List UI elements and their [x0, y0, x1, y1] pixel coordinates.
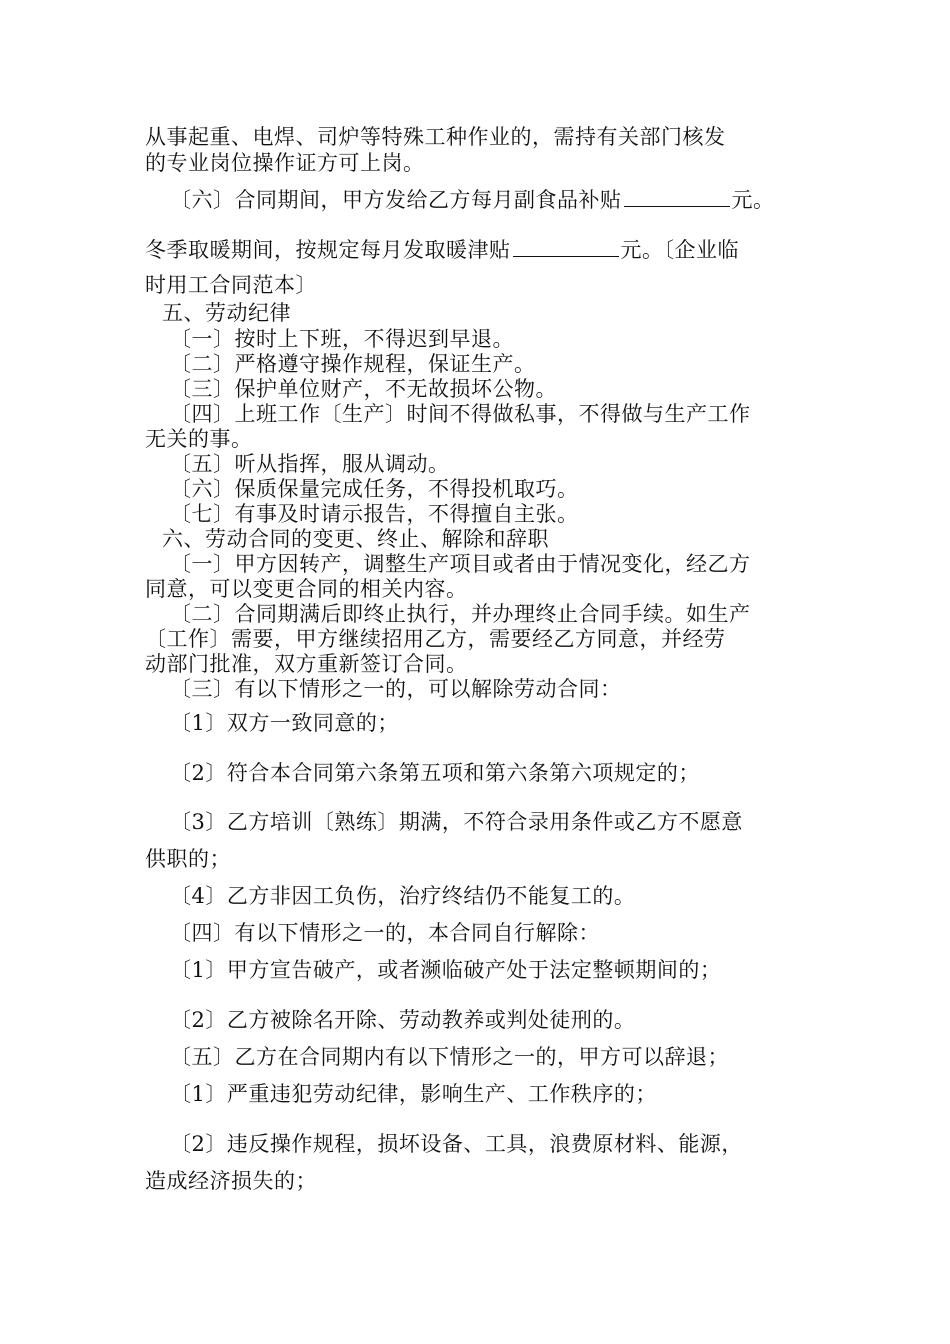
- text-line-content: 〔工作〕需要，甲方继续招用乙方，需要经乙方同意，并经劳: [145, 627, 726, 651]
- text-line: [170, 601, 751, 627]
- text-line: [170, 351, 536, 377]
- list-item-text: 〔4〕乙方非因工负伤，治疗终结仍不能复工的。: [170, 884, 636, 908]
- text-line: [145, 124, 726, 150]
- text-line-content: 动部门批准，双方重新签订合同。: [145, 652, 468, 676]
- text-line-content: 〔二〕合同期满后即终止执行，并办理终止合同手续。如生产: [170, 602, 751, 626]
- section-heading: [162, 300, 291, 326]
- fill-in-blank[interactable]: [513, 236, 619, 257]
- text-line-content: 〔二〕严格遵守操作规程，保证生产。: [170, 352, 536, 376]
- text-line-content: 〔四〕上班工作〔生产〕时间不得做私事，不得做与生产工作: [170, 402, 751, 426]
- text-line: [145, 651, 468, 677]
- text-line-content: 〔三〕保护单位财产，不无故损坏公物。: [170, 377, 557, 401]
- text-line: [170, 476, 579, 502]
- text-line-content: 的专业岗位操作证方可上岗。: [145, 151, 425, 175]
- text-line-content: 〔六〕合同期间，甲方发给乙方每月副食品补贴: [170, 188, 622, 212]
- text-line: [170, 676, 622, 702]
- text-line-content: 〔四〕有以下情形之一的，本合同自行解除：: [170, 921, 600, 945]
- list-item-text: 〔1〕甲方宣告破产，或者濒临破产处于法定整顿期间的；: [170, 958, 722, 982]
- list-item: [170, 760, 700, 786]
- text-line-content: 时用工合同范本〕: [145, 273, 317, 297]
- fill-in-blank[interactable]: [624, 186, 730, 207]
- list-item: [170, 1007, 635, 1033]
- text-line: [170, 501, 579, 527]
- text-line-content: 元。〔企业临: [620, 238, 739, 262]
- list-item-text: 〔3〕乙方培训〔熟练〕期满，不符合录用条件或乙方不愿意: [170, 810, 743, 834]
- list-item: [170, 1131, 743, 1157]
- text-line-content: 无关的事。: [145, 427, 253, 451]
- text-line-content: 〔六〕保质保量完成任务，不得投机取巧。: [170, 477, 579, 501]
- list-item-text: 〔1〕严重违犯劳动纪律，影响生产、工作秩序的；: [170, 1082, 657, 1106]
- list-item: [170, 809, 743, 835]
- list-item-text: 〔2〕乙方被除名开除、劳动教养或判处徒刑的。: [170, 1008, 636, 1032]
- text-line: [170, 451, 450, 477]
- text-line: [145, 1168, 317, 1194]
- list-item: [170, 883, 635, 909]
- text-line: [145, 576, 468, 602]
- list-item: [170, 1081, 657, 1107]
- list-item-text: 〔2〕违反操作规程，损坏设备、工具，浪费原材料、能源，: [170, 1132, 743, 1156]
- text-line: [145, 272, 317, 298]
- text-line-content: 〔一〕甲方因转产，调整生产项目或者由于情况变化，经乙方: [170, 552, 751, 576]
- text-line-content: 冬季取暖期间，按规定每月发取暖津贴: [145, 238, 511, 262]
- text-line-content: 〔一〕按时上下班，不得迟到早退。: [170, 327, 514, 351]
- text-line: [170, 920, 600, 946]
- list-item: [170, 957, 721, 983]
- section-heading-text: 六、劳动合同的变更、终止、解除和辞职: [162, 527, 549, 551]
- text-line: [170, 326, 514, 352]
- text-line-content: 造成经济损失的；: [145, 1169, 317, 1193]
- list-item-text: 〔2〕符合本合同第六条第五项和第六条第六项规定的；: [170, 761, 700, 785]
- text-line: [170, 1044, 729, 1070]
- text-line-content: 〔五〕乙方在合同期内有以下情形之一的，甲方可以辞退；: [170, 1045, 729, 1069]
- text-line: [170, 401, 751, 427]
- text-line-content: 同意，可以变更合同的相关内容。: [145, 577, 468, 601]
- text-line: [170, 551, 751, 577]
- section-heading: [162, 526, 549, 552]
- list-item: [170, 710, 399, 736]
- heating-allowance-line: [145, 236, 739, 263]
- text-line-content: 供职的；: [145, 847, 231, 871]
- text-line: [145, 150, 425, 176]
- text-line: [145, 626, 726, 652]
- text-line-content: 〔三〕有以下情形之一的，可以解除劳动合同：: [170, 677, 622, 701]
- text-line-content: 从事起重、电焊、司炉等特殊工种作业的，需持有关部门核发: [145, 125, 726, 149]
- subsidy-line: [170, 186, 775, 213]
- text-line-content: 〔五〕听从指挥，服从调动。: [170, 452, 450, 476]
- list-item-text: 〔1〕双方一致同意的；: [170, 711, 399, 735]
- text-line: [145, 426, 253, 452]
- text-line: [170, 376, 557, 402]
- section-heading-text: 五、劳动纪律: [162, 301, 291, 325]
- text-line-content: 〔七〕有事及时请示报告，不得擅自主张。: [170, 502, 579, 526]
- text-line-content: 元。: [731, 188, 775, 212]
- text-line: [145, 846, 231, 872]
